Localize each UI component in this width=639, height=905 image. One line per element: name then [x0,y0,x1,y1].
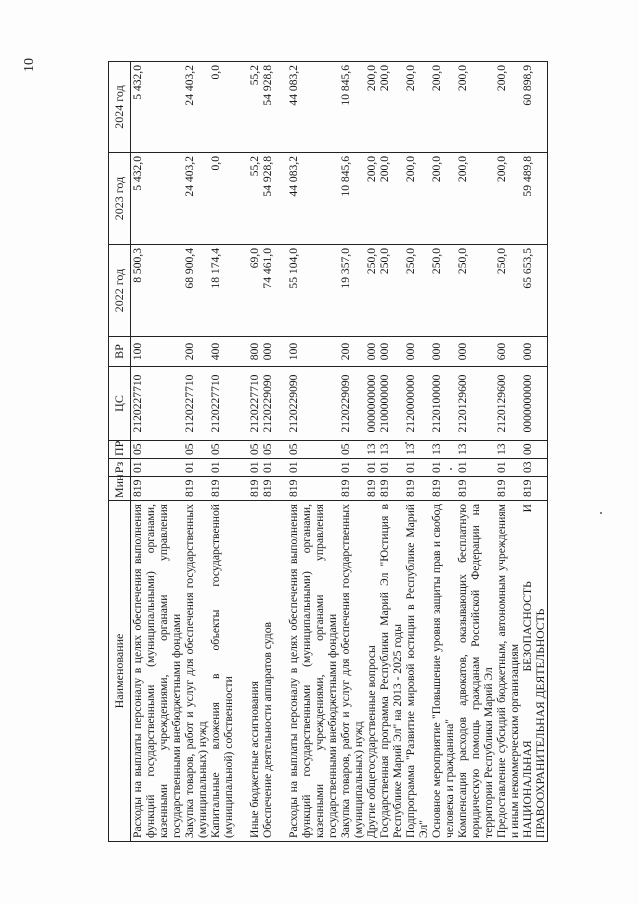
cell-y2024: 55,2 [248,62,261,153]
cell-vr: 200 [339,337,365,367]
cell-min: 819 [495,477,521,501]
cell-y2023: 0,0 [209,153,235,245]
cell-cs: 0000000000 [365,367,378,441]
cell-name: Капитальные вложения в объекты государственной (муниципальной) собственности [209,501,235,842]
table-row [456,62,495,842]
cell-cs: 2120229090 [339,367,365,441]
cell-y2022: 8 500,3 [131,245,184,337]
cell-vr: 000 [430,337,456,367]
cell-y2022: 69,0 [248,245,261,337]
table-row [261,62,274,842]
cell-cs: 2120129600 [495,367,521,441]
cell-min: 819 [365,477,378,501]
col-header-pr: ПР [109,441,131,459]
cell-y2023: 10 845,6 [339,153,365,245]
col-header-2023: 2023 год [109,153,131,245]
col-header-2022: 2022 год [109,245,131,337]
table-row [339,62,365,842]
cell-y2022: 250,0 [430,245,456,337]
table-row [248,62,261,842]
cell-name: Государственная программа Республики Марий Эл "Юстиция в Республике Марий Эл" на 2013 - 2025 годы [378,501,404,842]
cell-cs: 2120000000 [404,367,430,441]
cell-rz: 01 [209,459,235,477]
cell-y2022: 18 174,4 [209,245,235,337]
cell-y2023: 24 403,2 [183,153,209,245]
cell-y2023: 44 083,2 [287,153,339,245]
cell-name: Иные бюджетные ассигнования [248,501,261,842]
cell-rz: 01 [378,459,404,477]
cell-vr: 000 [404,337,430,367]
cell-rz: 01 [261,459,274,477]
cell-cs: 2100000000 [378,367,404,441]
cell-min: 819 [183,477,209,501]
table-row [521,62,548,842]
cell-y2024: 200,0 [404,62,430,153]
table-header-row [109,62,131,842]
cell-y2022: 74 461,0 [261,245,274,337]
cell-min: 819 [131,477,184,501]
cell-vr: 600 [495,337,521,367]
cell-y2024: 200,0 [495,62,521,153]
cell-pr: 13 [495,441,521,459]
cell-pr: 05 [209,441,235,459]
row-gap [274,62,287,842]
cell-y2022: 65 653,5 [521,245,548,337]
cell-rz: 01 [248,459,261,477]
cell-y2023: 200,0 [365,153,378,245]
cell-min: 819 [339,477,365,501]
cell-y2023: 200,0 [495,153,521,245]
cell-vr: 000 [456,337,495,367]
cell-y2024: 60 898,9 [521,62,548,153]
cell-min: 819 [378,477,404,501]
cell-y2023: 200,0 [430,153,456,245]
cell-y2022: 250,0 [378,245,404,337]
col-header-name: Наименование [109,501,131,842]
cell-pr: 05 [261,441,274,459]
scan-speck [600,512,602,514]
cell-y2023: 200,0 [456,153,495,245]
cell-cs: 2120100000 [430,367,456,441]
cell-y2022: 55 104,0 [287,245,339,337]
table-row [365,62,378,842]
cell-y2024: 200,0 [378,62,404,153]
cell-y2022: 19 357,0 [339,245,365,337]
cell-cs: 2120227710 [131,367,184,441]
cell-cs: 2120229090 [261,367,274,441]
cell-cs: 0000000000 [521,367,548,441]
cell-vr: 800 [248,337,261,367]
cell-y2023: 59 489,8 [521,153,548,245]
cell-pr: 13 [404,441,430,459]
cell-pr: 13 [365,441,378,459]
cell-name: Расходы на выплаты персоналу в целях обеспечения выполнения функций государственными (муниципальными) органами, казенными учреждениями, органами управления государственными внебюджетными фондами [131,501,184,842]
cell-min: 819 [456,477,495,501]
cell-cs: 2120129600 [456,367,495,441]
cell-cs: 2120227710 [248,367,261,441]
cell-vr: 000 [378,337,404,367]
cell-name: Основное мероприятие "Повышение уровня защиты прав и свобод человека и гражданина" [430,501,456,842]
table-row [131,62,184,842]
cell-pr: 05 [248,441,261,459]
cell-y2022: 68 900,4 [183,245,209,337]
cell-pr: 13 [378,441,404,459]
cell-rz: 01 [456,459,495,477]
table-row [378,62,404,842]
col-header-cs: ЦС [109,367,131,441]
cell-y2023: 55,2 [248,153,261,245]
cell-name: Компенсация расходов адвокатов, оказывающих бесплатную юридическую помощь гражданам Российской Федерации на территории Республики Марий Эл [456,501,495,842]
page-number: 10 [22,58,37,72]
table-body [131,62,548,842]
cell-pr: 05 [183,441,209,459]
cell-name: Расходы на выплаты персоналу в целях обеспечения выполнения функций государственными (муниципальными) органами, казенными учреждениями, органами управления государственными внебюджетными фондами [287,501,339,842]
table-row [209,62,235,842]
cell-vr: 000 [261,337,274,367]
cell-rz: 01 [495,459,521,477]
cell-vr: 200 [183,337,209,367]
cell-y2023: 5 432,0 [131,153,184,245]
cell-pr: 05 [287,441,339,459]
cell-name: Предоставление субсидий бюджетным, автономным учреждениям и иным некоммерческим организациям [495,501,521,842]
cell-vr: 400 [209,337,235,367]
cell-cs: 2120229090 [287,367,339,441]
cell-min: 819 [248,477,261,501]
cell-min: 819 [209,477,235,501]
cell-vr: 100 [131,337,184,367]
cell-y2024: 200,0 [365,62,378,153]
table-row [183,62,209,842]
cell-pr: 05 [339,441,365,459]
cell-pr: 13 [456,441,495,459]
col-header-2024: 2024 год [109,62,131,153]
cell-rz: 01 [287,459,339,477]
cell-y2024: 24 403,2 [183,62,209,153]
table-row [430,62,456,842]
cell-rz: 01 [430,459,456,477]
rotated-table-container [108,62,588,842]
cell-min: 819 [287,477,339,501]
col-header-vr: ВР [109,337,131,367]
cell-y2022: 250,0 [456,245,495,337]
cell-min: 819 [261,477,274,501]
cell-rz: 03 [521,459,548,477]
cell-vr: 100 [287,337,339,367]
cell-y2023: 200,0 [378,153,404,245]
cell-min: 819 [430,477,456,501]
col-header-min: Мин [109,477,131,501]
table-row [495,62,521,842]
cell-rz: 01 [183,459,209,477]
cell-rz: 01 [131,459,184,477]
cell-y2022: 250,0 [495,245,521,337]
cell-pr: 13 [430,441,456,459]
cell-rz: 01 [365,459,378,477]
cell-pr: 00 [521,441,548,459]
cell-y2024: 54 928,8 [261,62,274,153]
cell-y2023: 200,0 [404,153,430,245]
cell-cs: 2120227710 [183,367,209,441]
cell-y2024: 200,0 [456,62,495,153]
cell-vr: 000 [365,337,378,367]
cell-y2023: 54 928,8 [261,153,274,245]
table-row [404,62,430,842]
cell-pr: 05 [131,441,184,459]
cell-name: Закупка товаров, работ и услуг для обеспечения государственных (муниципальных) нужд [339,501,365,842]
cell-rz: 01 [339,459,365,477]
cell-y2024: 200,0 [430,62,456,153]
cell-name: НАЦИОНАЛЬНАЯ БЕЗОПАСНОСТЬ И ПРАВООХРАНИТЕЛЬНАЯ ДЕЯТЕЛЬНОСТЬ [521,501,548,842]
cell-min: 819 [404,477,430,501]
col-header-rz: Рз [109,459,131,477]
cell-y2024: 0,0 [209,62,235,153]
row-gap [235,62,248,842]
cell-y2022: 250,0 [404,245,430,337]
cell-name: Закупка товаров, работ и услуг для обеспечения государственных (муниципальных) нужд [183,501,209,842]
cell-min: 819 [521,477,548,501]
cell-cs: 2120227710 [209,367,235,441]
table-row [287,62,339,842]
cell-vr: 000 [521,337,548,367]
cell-y2024: 10 845,6 [339,62,365,153]
cell-y2022: 250,0 [365,245,378,337]
cell-name: Подпрограмма "Развитие мировой юстиции в Республике Марий Эл" [404,501,430,842]
cell-name: Обеспечение деятельности аппаратов судов [261,501,274,842]
cell-y2024: 5 432,0 [131,62,184,153]
cell-rz: 01 [404,459,430,477]
budget-table [108,61,548,842]
cell-y2024: 44 083,2 [287,62,339,153]
cell-name: Другие общегосударственные вопросы [365,501,378,842]
